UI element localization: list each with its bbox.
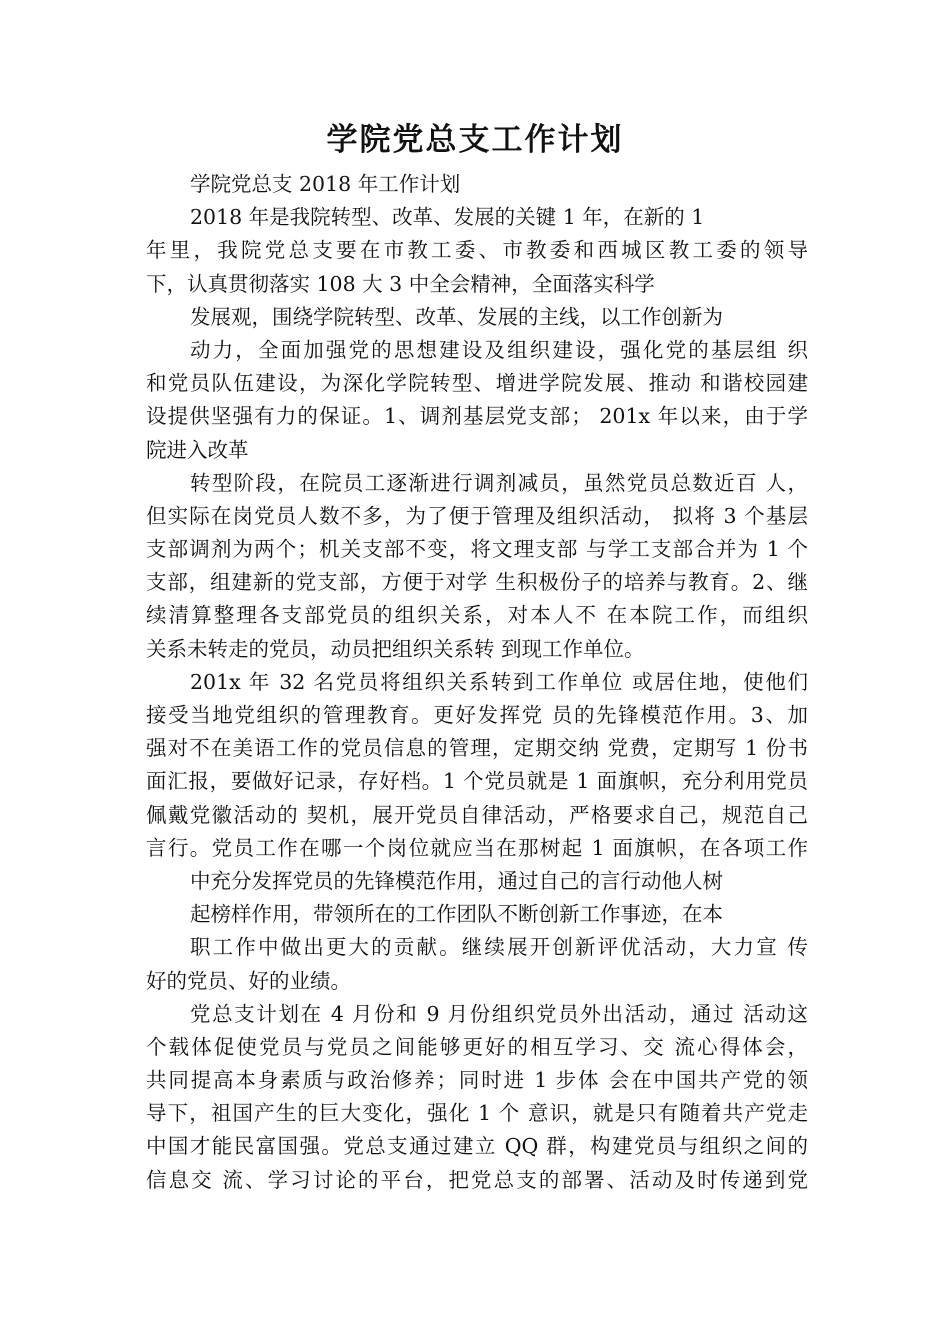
text-line: 党总支计划在 4 月份和 9 月份组织党员外出活动，通过 活动这 [190,1001,808,1026]
text-line: 2018 年是我院转型、改革、发展的关键 1 年，在新的 1 [190,205,705,230]
text-line: 学院党总支 2018 年工作计划 [190,172,461,196]
text-line: 下，认真贯彻落实 108 大 3 中全会精神，全面落实科学 [146,271,655,296]
text-line: 支部调剂为两个；机关支部不变，将文理支部 与学工支部合并为 1 个 [146,537,808,562]
text-line: 言行。党员工作在哪一个岗位就应当在那树起 1 面旗帜，在各项工作 [146,835,808,860]
text-line: 支部，组建新的党支部，方便于对学 生积极份子的培养与教育。2、继 [146,570,808,595]
text-line: 动力，全面加强党的思想建设及组织建设，强化党的基层组 织 [190,337,808,362]
text-line: 佩戴党徽活动的 契机，展开党员自律活动，严格要求自己，规范自己 [146,802,808,827]
text-line: 中充分发挥党员的先锋模范作用，通过自己的言行动他人树 [190,868,723,893]
text-line: 职工作中做出更大的贡献。继续展开创新评优活动，大力宣 传 [190,935,808,960]
text-line: 好的党员、好的业绩。 [146,968,351,993]
text-line: 面汇报，要做好记录，存好档。1 个党员就是 1 面旗帜，充分利用党员 [146,769,808,794]
text-line: 起榜样作用，带领所在的工作团队不断创新工作事迹，在本 [190,902,723,927]
text-line: 中国才能民富国强。党总支通过建立 QQ 群，构建党员与组织之间的 [146,1134,808,1159]
text-line: 发展观，围绕学院转型、改革、发展的主线，以工作创新为 [190,304,723,329]
document-body [146,168,808,1197]
text-line: 院进入改革 [146,437,249,462]
text-line: 年里，我院党总支要在市教工委、市教委和西城区教工委的领导 [146,238,808,263]
document-title: 学院党总支工作计划 [326,122,624,158]
text-line: 个载体促使党员与党员之间能够更好的相互学习、交 流心得体会， [146,1034,808,1059]
text-line: 关系未转走的党员，动员把组织关系转 到现工作单位。 [146,636,645,661]
text-line: 强对不在美语工作的党员信息的管理，定期交纳 党费，定期写 1 份书 [146,736,808,761]
text-line: 转型阶段，在院员工逐渐进行调剂减员，虽然党员总数近百 人， [190,470,808,495]
text-line: 201x 年 32 名党员将组织关系转到工作单位 或居住地，使他们 [190,669,808,694]
text-line: 导下，祖国产生的巨大变化，强化 1 个 意识，就是只有随着共产党走 [146,1101,808,1126]
text-line: 设提供坚强有力的保证。1、调剂基层党支部； 201x 年以来，由于学 [146,404,808,429]
text-line: 和党员队伍建设，为深化学院转型、增进学院发展、推动 和谐校园建 [146,371,808,396]
text-line: 共同提高本身素质与政治修养；同时进 1 步体 会在中国共产党的领 [146,1068,808,1093]
text-line: 续清算整理各支部党员的组织关系，对本人不 在本院工作，而组织 [146,603,808,628]
text-line: 信息交 流、学习讨论的平台，把党总支的部署、活动及时传递到党 [146,1167,808,1192]
text-line: 接受当地党组织的管理教育。更好发挥党 员的先锋模范作用。3、加 [146,703,808,727]
text-line: 但实际在岗党员人数不多，为了便于管理及组织活动， 拟将 3 个基层 [146,503,808,528]
